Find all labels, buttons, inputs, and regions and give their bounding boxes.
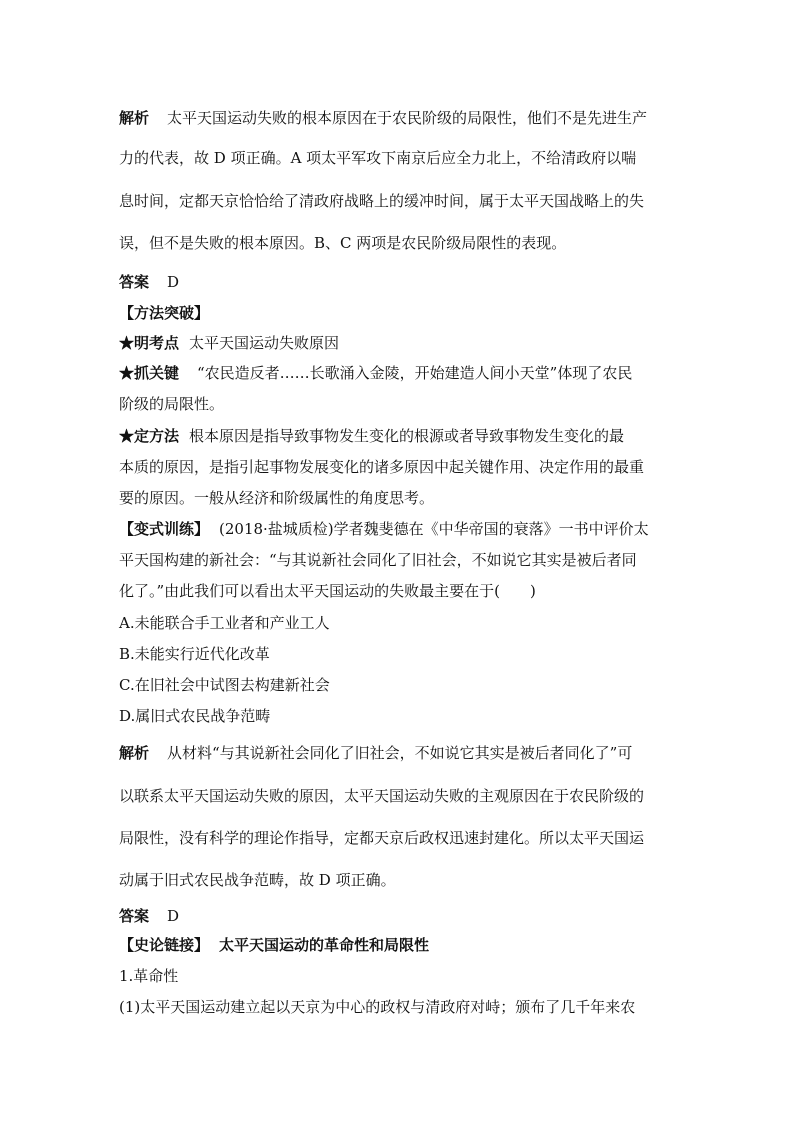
analysis-text-line: 动属于旧式农民战争范畴，故 D 项正确。 <box>119 871 396 889</box>
analysis-text-line: 力的代表，故 D 项正确。A 项太平军攻下南京后应全力北上，不给清政府以喘 <box>119 149 637 167</box>
exercise-question <box>119 518 649 539</box>
exercise-text: 平天国构建的新社会：“与其说新社会同化了旧社会，不如说它其实是被后者同 <box>119 551 637 569</box>
analysis-label: 解析 <box>119 744 150 762</box>
analysis-text-line: 息时间，定都天京恰恰给了清政府战略上的缓冲时间，属于太平天国战略上的失 <box>119 192 645 210</box>
method-key <box>119 362 632 383</box>
method-key-text: 阶级的局限性。 <box>119 395 225 413</box>
exercise-text: 化了。”由此我们可以看出太平天国运动的失败最主要在于( ) <box>119 582 536 600</box>
answer-value: D <box>167 907 180 925</box>
method-approach-text: 本质的原因，是指引起事物发展变化的诸多原因中起关键作用、决定作用的最重 <box>119 458 645 476</box>
method-point-text: 太平天国运动失败原因 <box>189 334 340 352</box>
history-title: 太平天国运动的革命性和局限性 <box>219 936 430 954</box>
option-d: D.属旧式农民战争范畴 <box>119 707 271 725</box>
analysis-text-line: 以联系太平天国运动失败的原因，太平天国运动失败的主观原因在于农民阶级的 <box>119 787 645 805</box>
method-approach-text: 根本原因是指导致事物发生变化的根源或者导致事物发生变化的最 <box>189 427 625 445</box>
answer-label: 答案 <box>119 907 150 925</box>
analysis-text-line: 局限性，没有科学的理论作指导，定都天京后政权迅速封建化。所以太平天国运 <box>119 829 645 847</box>
option-a: A.未能联合手工业者和产业工人 <box>119 614 330 632</box>
analysis-text-line: 从材料“与其说新社会同化了旧社会，不如说它其实是被后者同化了”可 <box>167 744 633 762</box>
option-b: B.未能实行近代化改革 <box>119 645 270 663</box>
method-point <box>119 332 339 353</box>
method-approach-label: ★定方法 <box>119 427 180 445</box>
method-point-label: ★明考点 <box>119 334 180 352</box>
method-approach <box>119 425 624 446</box>
history-label: 【史论链接】 <box>119 936 210 954</box>
analysis-text-line: 误，但不是失败的根本原因。B、C 两项是农民阶级局限性的表现。 <box>119 234 567 252</box>
analysis-text-line: 太平天国运动失败的根本原因在于农民阶级的局限性，他们不是先进生产 <box>167 109 648 127</box>
method-approach-text: 要的原因。一般从经济和阶级属性的角度思考。 <box>119 489 435 507</box>
history-item: (1)太平天国运动建立起以天京为中心的政权与清政府对峙；颁布了几千年来农 <box>119 998 636 1016</box>
history-heading <box>119 934 429 955</box>
method-heading: 【方法突破】 <box>119 304 210 322</box>
history-subheading: 1.革命性 <box>119 967 179 985</box>
answer-2 <box>119 905 179 926</box>
method-key-text: “农民造反者……长歌涌入金陵，开始建造人间小天堂”体现了农民 <box>197 364 633 382</box>
analysis-label: 解析 <box>119 109 150 127</box>
answer-1 <box>119 271 179 292</box>
option-c: C.在旧社会中试图去构建新社会 <box>119 676 330 694</box>
method-key-label: ★抓关键 <box>119 364 180 382</box>
exercise-text: (2018·盐城质检)学者魏斐德在《中华帝国的衰落》一书中评价太 <box>219 520 649 538</box>
exercise-label: 【变式训练】 <box>119 520 210 538</box>
answer-value: D <box>167 273 180 291</box>
answer-label: 答案 <box>119 273 150 291</box>
